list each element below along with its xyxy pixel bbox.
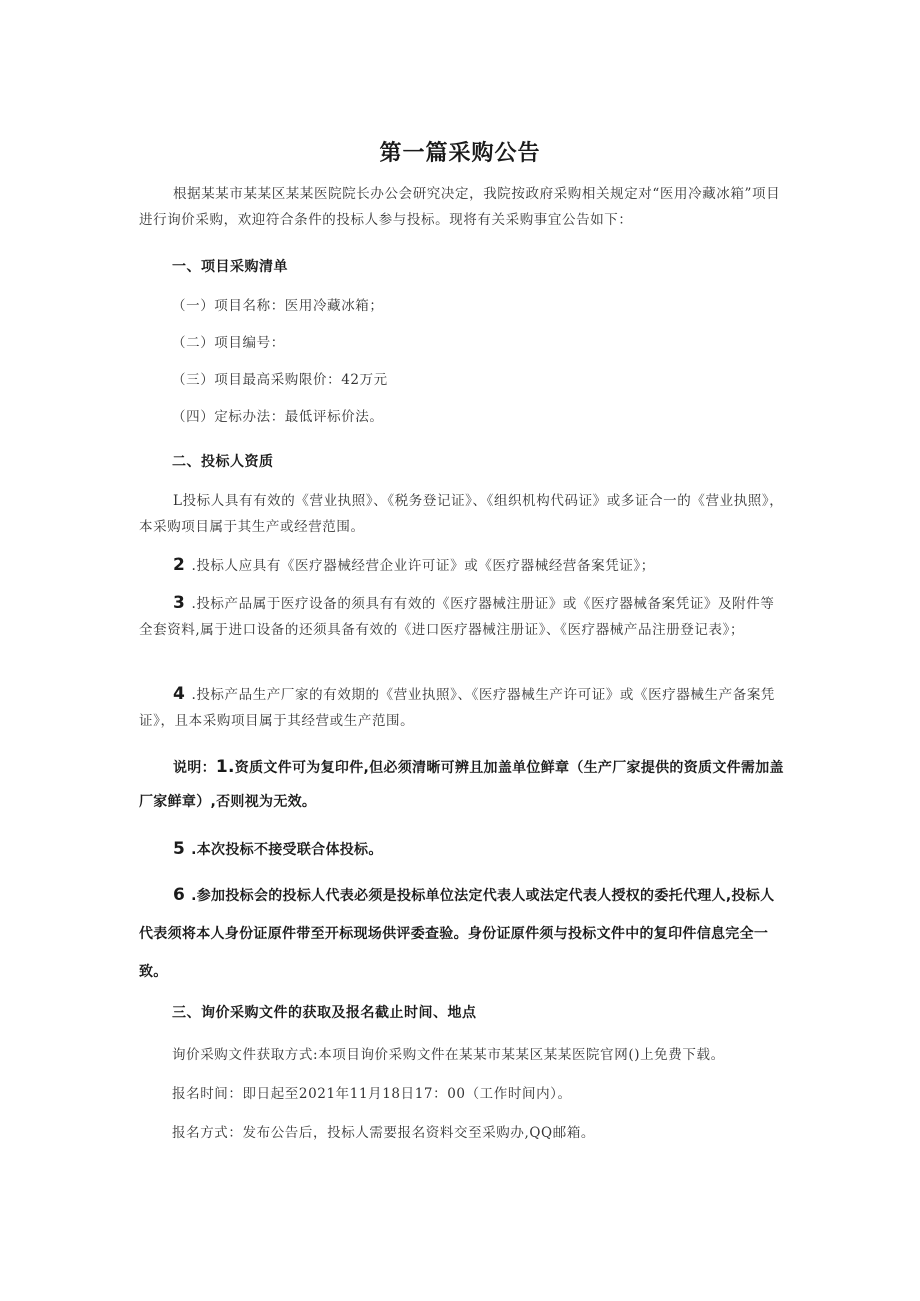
- page-title: 第一篇采购公告: [379, 141, 541, 166]
- qualification-item-6: [139, 876, 784, 991]
- list-item: （四）定标办法：最低评标价法。: [172, 409, 384, 425]
- intro-paragraph: 根据某某市某某区某某医院院长办公会研究决定，我院按政府采购相关规定对“医用冷藏冰箱”项目进行询价采购，欢迎符合条件的投标人参与投标。现将有关采购事宜公告如下：: [139, 186, 781, 228]
- item-text: .参加投标会的投标人代表必须是投标单位法定代表人或法定代表人授权的委托代理人,投标人代表须将本人身份证原件带至开标现场供评委查验。身份证原件须与投标文件中的复印件信息完全一致。: [139, 888, 775, 980]
- list-item: （三）项目最高采购限价：42万元: [172, 372, 388, 388]
- note-label: 说明：: [173, 760, 216, 776]
- item-text: .本次投标不接受联合体投标。: [191, 842, 383, 858]
- section-1-heading: 一、项目采购清单: [172, 259, 288, 275]
- registration-method: 报名方式：发布公告后，投标人需要报名资料交至采购办,QQ邮箱。: [172, 1125, 596, 1141]
- item-number: 5: [173, 839, 186, 859]
- acquisition-method: 询价采购文件获取方式:本项目询价采购文件在某某市某某区某某医院官网()上免费下载。: [172, 1047, 725, 1063]
- section-2-heading: 二、投标人资质: [172, 454, 274, 470]
- list-item: （二）项目编号：: [172, 335, 285, 351]
- qualification-item-5: [139, 836, 784, 863]
- qualification-item-1: L投标人具有有效的《营业执照》、《税务登记证》、《组织机构代码证》或多证合一的《营业执照》，本采购项目属于其生产或经营范围。: [139, 493, 784, 535]
- item-number: 6: [173, 885, 186, 905]
- item-number: 2: [173, 555, 186, 575]
- item-text: .投标产品属于医疗设备的须具有有效的《医疗器械注册证》或《医疗器械备案凭证》及附件等全套资料,属于进口设备的还须具备有效的《进口医疗器械注册证》、《医疗器械产品注册登记表》；: [139, 596, 775, 638]
- qualification-item-2: [139, 552, 784, 579]
- note-number: 1.: [215, 757, 235, 777]
- item-text: .投标产品生产厂家的有效期的《营业执照》、《医疗器械生产许可证》或《医疗器械生产备案凭证》，且本采购项目属于其经营或生产范围。: [139, 687, 776, 729]
- note-paragraph: [139, 750, 784, 819]
- item-text: .投标人应具有《医疗器械经营企业许可证》或《医疗器械经营备案凭证》；: [191, 558, 655, 574]
- qualification-item-3: [139, 590, 784, 643]
- registration-time: 报名时间：即日起至2021年11月18日17：00（工作时间内）。: [172, 1086, 572, 1102]
- item-number: 3: [173, 593, 186, 613]
- item-number: 4: [173, 684, 186, 704]
- note-text: 资质文件可为复印件,但必须清晰可辨且加盖单位鲜章（生产厂家提供的资质文件需加盖厂家鲜章）,否则视为无效。: [139, 760, 784, 810]
- qualification-item-4: [139, 681, 784, 734]
- list-item: （一）项目名称：医用冷藏冰箱；: [172, 298, 384, 314]
- section-3-heading: 三、询价采购文件的获取及报名截止时间、地点: [172, 1005, 477, 1021]
